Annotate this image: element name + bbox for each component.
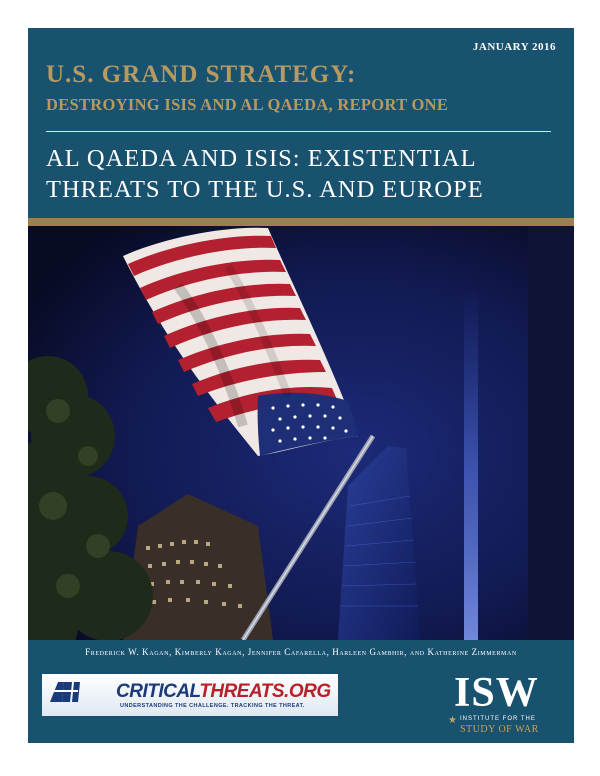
title-divider — [46, 131, 551, 132]
critical-threats-wordmark — [116, 681, 331, 703]
series-subtitle: DESTROYING ISIS AND AL QAEDA, REPORT ONE — [46, 95, 449, 114]
star-icon: ★ — [448, 715, 457, 726]
tribute-light-beam — [464, 286, 478, 640]
isw-wordmark: ISW — [454, 670, 539, 716]
cover-photo — [28, 226, 574, 640]
report-title-line2: THREATS TO THE U.S. AND EUROPE — [46, 176, 484, 203]
critical-threats-tagline: UNDERSTANDING THE CHALLENGE. TRACKING THE THREAT. — [120, 703, 305, 709]
cover-panel — [28, 28, 574, 743]
gold-bar — [28, 218, 574, 226]
american-flag-half-mast-photo-icon — [28, 226, 574, 640]
report-title-line1: AL QAEDA AND ISIS: EXISTENTIAL — [46, 145, 477, 172]
isw-logo — [446, 671, 556, 735]
report-date: JANUARY 2016 — [472, 41, 556, 53]
isw-line2: STUDY OF WAR — [460, 724, 539, 735]
right-building — [528, 226, 574, 640]
report-title — [46, 143, 561, 205]
aei-critical-threats-banner — [42, 674, 338, 716]
critical-threats-part1: CRITICAL — [116, 681, 200, 702]
aei-logo-icon — [48, 681, 82, 703]
series-title: U.S. GRAND STRATEGY: — [46, 61, 357, 88]
isw-line1: INSTITUTE FOR THE — [460, 716, 536, 722]
authors-line: Frederick W. Kagan, Kimberly Kagan, Jennifer Cafarella, Harleen Gambhir, and Katherine Zimmerman — [85, 647, 517, 657]
critical-threats-part2: THREATS.ORG — [199, 681, 331, 702]
